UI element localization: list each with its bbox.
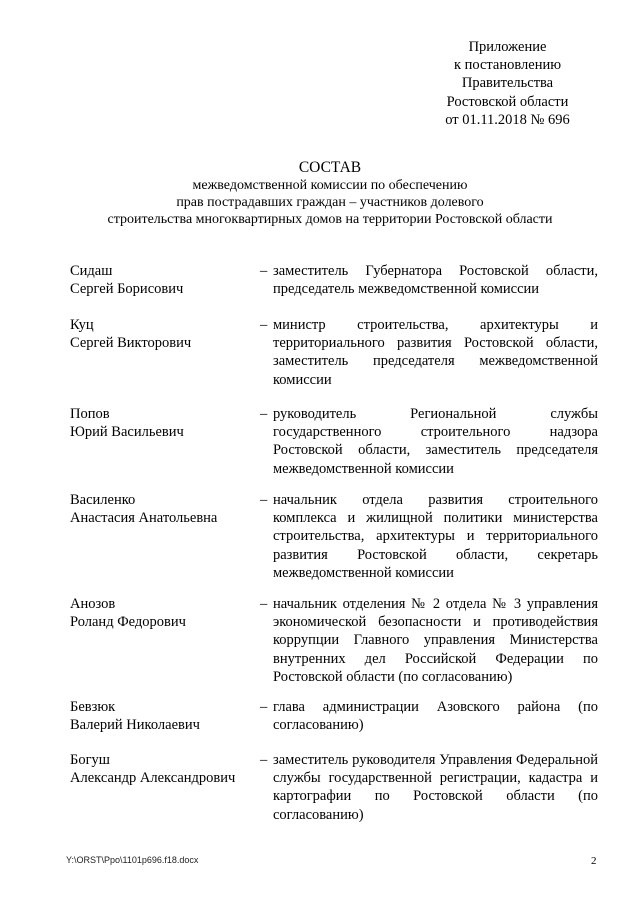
- document-title: [60, 158, 600, 228]
- appendix-line: Приложение: [468, 39, 547, 55]
- dash-separator: –: [260, 317, 268, 333]
- dash-separator: –: [260, 752, 268, 768]
- member-role: глава администрации Азовского района (по согласованию): [273, 699, 598, 734]
- dash-separator: –: [260, 492, 268, 508]
- member-surname: Куц: [70, 317, 94, 333]
- title-line: межведомственной комиссии по обеспечению: [192, 178, 468, 193]
- member-role: начальник отдела развития строительного комплекса и жилищной политики министерства строительства, архитектуры и территориального развития Ростовской области, секретарь межведомственной комиссии: [273, 492, 598, 581]
- appendix-line: к постановлению: [453, 57, 562, 74]
- title-line: прав пострадавших граждан – участников долевого: [176, 194, 484, 210]
- member-surname: Бевзюк: [70, 699, 116, 715]
- member-role: руководитель Региональной службы государственного строительного надзора Ростовской области, заместитель председателя межведомственной комиссии: [273, 406, 598, 477]
- footer-file-path: Y:\ORST\Ppo\1101p696.f18.docx: [66, 855, 199, 865]
- member-name: [70, 405, 250, 441]
- member-role: министр строительства, архитектуры и территориального развития Ростовской области, заместитель председателя межведомственной комиссии: [273, 317, 598, 388]
- member-name: [70, 262, 250, 298]
- member-name: [70, 491, 250, 527]
- member-given-name: Юрий Васильевич: [70, 424, 184, 441]
- member-given-name: Сергей Викторович: [70, 335, 192, 352]
- member-surname: Сидаш: [70, 263, 113, 279]
- title-heading: СОСТАВ: [298, 159, 362, 176]
- member-surname: Василенко: [70, 492, 136, 508]
- member-given-name: Роланд Федорович: [70, 614, 186, 631]
- appendix-line: Правительства: [461, 75, 554, 92]
- footer-page-number: 2: [591, 855, 597, 867]
- member-given-name: Сергей Борисович: [70, 281, 184, 298]
- dash-separator: –: [260, 406, 268, 422]
- member-given-name: Анастасия Анатольевна: [70, 510, 218, 527]
- member-role: заместитель Губернатора Ростовской области, председатель межведомственной комиссии: [273, 263, 598, 298]
- member-name: [70, 316, 250, 352]
- title-line: строительства многоквартирных домов на территории Ростовской области: [107, 211, 553, 227]
- member-given-name: Валерий Николаевич: [70, 717, 200, 734]
- member-role: начальник отделения № 2 отдела № 3 управления экономической безопасности и противодействия коррупции Главного управления Министерства внутренних дел Российской Федерации по Ростовской области (по согласованию): [273, 596, 598, 685]
- member-name: [70, 751, 250, 787]
- appendix-block: [420, 38, 595, 129]
- member-surname: Анозов: [70, 596, 116, 612]
- appendix-line: Ростовской области: [446, 93, 569, 110]
- member-name: [70, 698, 250, 734]
- member-surname: Попов: [70, 406, 110, 422]
- member-name: [70, 595, 250, 631]
- member-given-name: Александр Александрович: [70, 770, 236, 787]
- dash-separator: –: [260, 596, 268, 612]
- member-surname: Богуш: [70, 752, 110, 768]
- dash-separator: –: [260, 699, 268, 715]
- dash-separator: –: [260, 263, 268, 279]
- appendix-line: от 01.11.2018 № 696: [445, 111, 570, 128]
- member-role: заместитель руководителя Управления Федеральной службы государственной регистрации, кадастра и картографии по Ростовской области (по согласованию): [273, 752, 598, 823]
